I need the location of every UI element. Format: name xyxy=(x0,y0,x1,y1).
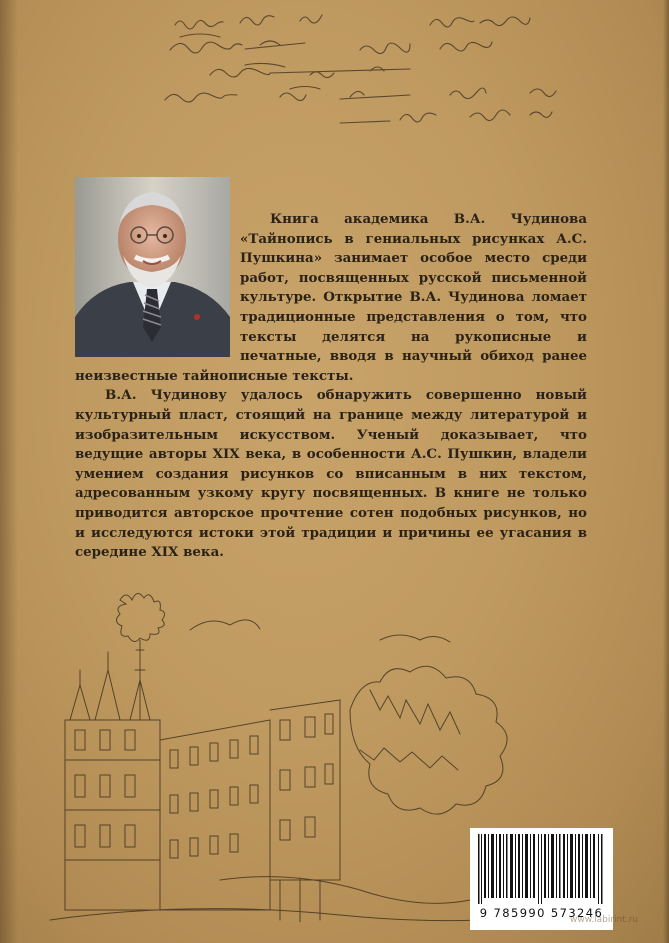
handwritten-manuscript xyxy=(150,5,620,125)
description-paragraph-2: В.А. Чудинову удалось обнаружить совершенно новый культурный пласт, стоящий на границе между литературой и изобразительным искусством. Ученый доказывает, что ведущие авторы XIX века, в особенности А.С. Пушкин, владели умением создания рисунков со вписанным в них текстом, адресованным узкому кругу посвященных. В книге не только приводится авторское прочтение сотен подобных рисунков, но и исследуются истоки этой традиции и причины ее угасания в середине XIX века. xyxy=(75,387,587,561)
store-watermark: www.labirint.ru xyxy=(570,915,639,925)
spine-shadow xyxy=(0,0,18,943)
description-paragraph-1: Книга академика В.А. Чудинова «Тайнопись в гениальных рисунках А.С. Пушкина» занимает особое место среди работ, посвященных русской письменной культуре. Открытие В.А. Чудинова ломает традиционные представления о том, что тексты делятся на рукописные и печатные, вводя в научный обиход ранее неизвестные тайнописные тексты. xyxy=(75,211,587,384)
barcode-bars xyxy=(470,828,613,906)
isbn-digits: 9 785990 573246 xyxy=(479,906,604,920)
description-text xyxy=(75,210,587,563)
cover-edge xyxy=(663,0,669,943)
